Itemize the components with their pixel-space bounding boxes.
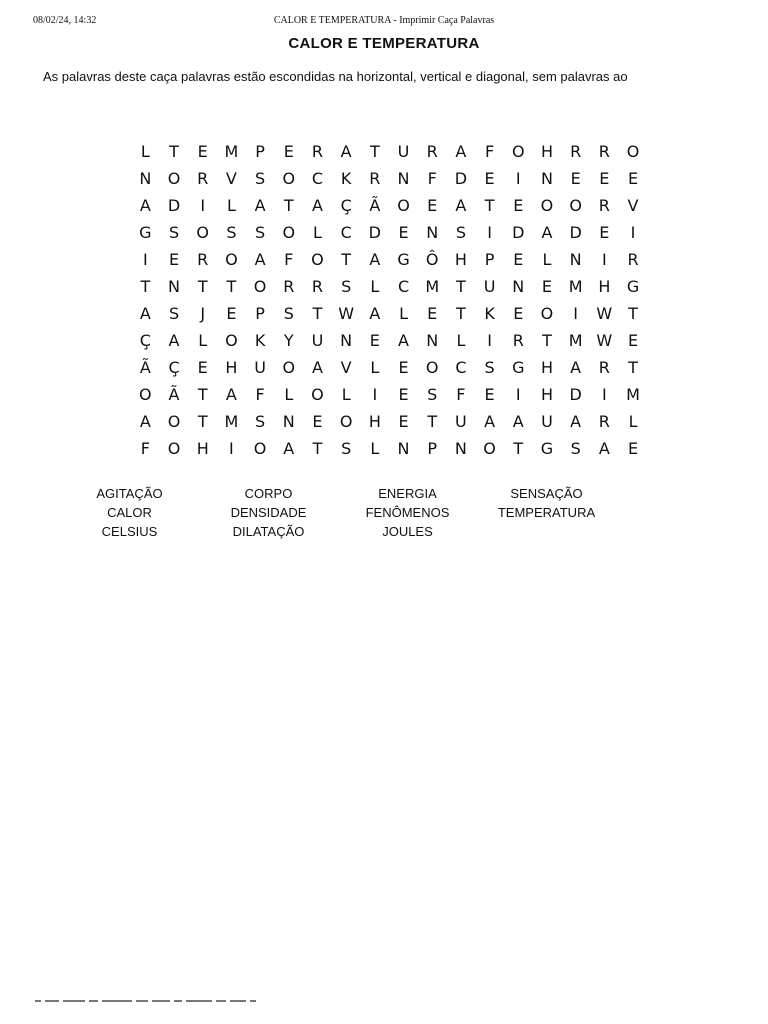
grid-letter: U xyxy=(254,358,266,377)
grid-letter: E xyxy=(427,196,438,215)
grid-letter: S xyxy=(570,439,581,458)
grid-letter: O xyxy=(569,196,582,215)
grid-letter: N xyxy=(139,169,152,188)
grid-letter: D xyxy=(368,223,381,242)
grid-letter: A xyxy=(369,304,381,323)
grid-letter: I xyxy=(601,250,607,269)
grid-letter: E xyxy=(226,304,237,323)
grid-letter: O xyxy=(540,304,554,323)
grid-letter: U xyxy=(311,331,324,350)
grid-letter: H xyxy=(598,277,611,296)
grid-letter: R xyxy=(598,142,610,161)
grid-letter: L xyxy=(226,196,236,215)
grid-letter: R xyxy=(369,169,381,188)
grid-letter: R xyxy=(598,412,610,431)
grid-letter: L xyxy=(456,331,466,350)
grid-letter: R xyxy=(311,277,324,296)
grid-letter: N xyxy=(168,277,181,296)
grid-letter: A xyxy=(139,196,151,215)
grid-letter: T xyxy=(341,250,352,269)
grid-letter: O xyxy=(139,385,152,404)
grid-letter: N xyxy=(426,223,439,242)
grid-letter: T xyxy=(312,304,323,323)
grid-letter: L xyxy=(341,385,351,404)
grid-letter: R xyxy=(426,142,438,161)
grid-letter: I xyxy=(573,304,579,323)
word-list-item: AGITAÇÃO xyxy=(96,486,163,501)
grid-letter: S xyxy=(255,169,266,188)
grid-letter: M xyxy=(626,385,640,404)
grid-letter: N xyxy=(569,250,582,269)
grid-letter: E xyxy=(627,439,639,458)
grid-letter: R xyxy=(197,250,209,269)
word-list-item: FENÔMENOS xyxy=(365,505,450,520)
grid-letter: A xyxy=(168,331,180,350)
grid-letter: H xyxy=(540,385,553,404)
grid-letter: R xyxy=(283,277,295,296)
grid-letter: D xyxy=(569,223,582,242)
grid-letter: D xyxy=(167,196,181,215)
grid-letter: A xyxy=(398,331,409,350)
grid-letter: E xyxy=(599,223,610,242)
grid-letter: S xyxy=(255,412,266,431)
grid-letter: A xyxy=(369,250,381,269)
grid-letter: O xyxy=(397,196,410,215)
grid-letter: T xyxy=(197,385,208,404)
grid-letter: A xyxy=(455,142,467,161)
grid-letter: E xyxy=(484,385,495,404)
grid-letter: N xyxy=(397,439,410,458)
grid-letter: O xyxy=(196,223,210,242)
word-list-item: JOULES xyxy=(382,524,433,539)
grid-letter: V xyxy=(225,169,237,188)
grid-letter: L xyxy=(628,412,638,431)
grid-letter: I xyxy=(630,223,636,242)
grid-letter: E xyxy=(197,142,208,161)
grid-letter: T xyxy=(542,331,552,350)
grid-letter: F xyxy=(255,385,265,404)
grid-letter: E xyxy=(168,250,180,269)
grid-letter: Y xyxy=(283,331,294,350)
grid-letter: F xyxy=(284,250,294,269)
grid-letter: D xyxy=(454,169,468,188)
grid-letter: G xyxy=(626,277,640,296)
grid-letter: U xyxy=(455,412,467,431)
grid-letter: E xyxy=(599,169,610,188)
grid-letter: T xyxy=(427,412,438,431)
instructions-text: As palavras deste caça palavras estão escondidas na horizontal, vertical e diagonal, sem palavras ao xyxy=(43,69,628,84)
grid-letter: O xyxy=(511,142,525,161)
word-list-item: DILATAÇÃO xyxy=(232,524,305,539)
grid-letter: E xyxy=(283,142,294,161)
grid-letter: L xyxy=(140,142,150,161)
grid-letter: T xyxy=(484,196,495,215)
grid-letter: N xyxy=(282,412,295,431)
grid-letter: C xyxy=(455,358,467,377)
grid-letter: V xyxy=(340,358,352,377)
grid-letter: S xyxy=(484,358,495,377)
grid-letter: E xyxy=(513,250,524,269)
grid-letter: T xyxy=(456,277,466,296)
grid-letter: N xyxy=(540,169,553,188)
grid-letter: E xyxy=(513,196,524,215)
grid-letter: G xyxy=(139,223,152,242)
grid-letter: T xyxy=(169,142,179,161)
grid-letter: H xyxy=(540,358,553,377)
grid-letter: I xyxy=(487,331,492,350)
word-list-item: SENSAÇÃO xyxy=(510,486,583,501)
grid-letter: R xyxy=(598,358,610,377)
grid-letter: C xyxy=(397,277,410,296)
grid-letter: A xyxy=(484,412,496,431)
grid-letter: F xyxy=(427,169,437,188)
grid-letter: Ã xyxy=(139,358,151,377)
grid-letter: O xyxy=(282,358,296,377)
grid-letter: O xyxy=(167,412,181,431)
grid-letter: Ã xyxy=(168,385,180,404)
grid-letter: D xyxy=(512,223,525,242)
grid-letter: A xyxy=(541,223,553,242)
grid-letter: E xyxy=(541,277,553,296)
grid-letter: I xyxy=(601,385,607,404)
grid-letter: I xyxy=(487,223,492,242)
word-list-item: CALOR xyxy=(107,505,152,520)
grid-letter: G xyxy=(397,250,410,269)
grid-letter: T xyxy=(456,304,466,323)
grid-letter: O xyxy=(253,439,267,458)
grid-letter: L xyxy=(284,385,294,404)
word-search-grid xyxy=(131,138,647,462)
grid-letter: D xyxy=(569,385,582,404)
grid-letter: I xyxy=(200,196,206,215)
grid-letter: L xyxy=(399,304,408,323)
grid-letter: U xyxy=(397,142,410,161)
grid-letter: I xyxy=(515,169,521,188)
grid-letter: E xyxy=(369,331,380,350)
page-title: CALOR E TEMPERATURA xyxy=(288,35,480,52)
grid-letter: A xyxy=(570,358,582,377)
grid-letter: S xyxy=(341,277,352,296)
grid-letter: S xyxy=(341,439,352,458)
grid-letter: O xyxy=(339,412,353,431)
grid-letter: R xyxy=(311,142,324,161)
grid-letter: O xyxy=(626,142,640,161)
grid-letter: F xyxy=(456,385,466,404)
grid-letter: H xyxy=(540,142,553,161)
grid-letter: O xyxy=(311,385,324,404)
grid-letter: M xyxy=(224,142,239,161)
grid-letter: M xyxy=(568,277,583,296)
grid-letter: T xyxy=(628,304,638,323)
grid-letter: P xyxy=(427,439,438,458)
print-page-title: CALOR E TEMPERATURA - Imprimir Caça Palavras xyxy=(273,15,495,26)
grid-letter: E xyxy=(427,304,438,323)
grid-letter: U xyxy=(541,412,553,431)
grid-letter: O xyxy=(225,250,238,269)
grid-letter: O xyxy=(253,277,267,296)
grid-letter: S xyxy=(255,223,266,242)
grid-letter: O xyxy=(282,223,296,242)
grid-letter: I xyxy=(372,385,378,404)
grid-letter: I xyxy=(515,385,521,404)
grid-letter: Ç xyxy=(139,331,151,350)
word-list-item: TEMPERATURA xyxy=(497,505,596,520)
grid-letter: A xyxy=(225,385,237,404)
grid-letter: E xyxy=(312,412,323,431)
grid-letter: N xyxy=(340,331,353,350)
grid-letter: C xyxy=(311,169,324,188)
grid-letter: Ç xyxy=(340,196,352,215)
grid-letter: Ã xyxy=(369,196,381,215)
grid-letter: T xyxy=(312,439,323,458)
grid-letter: S xyxy=(455,223,466,242)
grid-letter: K xyxy=(254,331,266,350)
grid-letter: N xyxy=(454,439,467,458)
grid-letter: F xyxy=(484,142,495,161)
grid-letter: Ô xyxy=(425,250,439,269)
grid-letter: H xyxy=(454,250,467,269)
grid-letter: O xyxy=(311,250,324,269)
grid-letter: N xyxy=(397,169,410,188)
grid-letter: A xyxy=(254,250,266,269)
grid-letter: N xyxy=(426,331,439,350)
grid-letter: O xyxy=(483,439,496,458)
word-list-item: DENSIDADE xyxy=(230,505,307,520)
grid-letter: V xyxy=(627,196,639,215)
grid-letter: R xyxy=(512,331,524,350)
grid-letter: E xyxy=(197,358,208,377)
word-list-item: CORPO xyxy=(244,486,293,501)
grid-letter: Ç xyxy=(168,358,180,377)
grid-letter: J xyxy=(200,304,206,323)
grid-letter: G xyxy=(512,358,525,377)
grid-letter: M xyxy=(224,412,239,431)
grid-letter: E xyxy=(627,331,639,350)
grid-letter: K xyxy=(340,169,352,188)
grid-letter: S xyxy=(283,304,294,323)
grid-letter: H xyxy=(225,358,238,377)
grid-letter: A xyxy=(311,196,323,215)
grid-letter: T xyxy=(140,277,151,296)
grid-letter: E xyxy=(513,304,524,323)
grid-letter: M xyxy=(568,331,583,350)
grid-letter: K xyxy=(484,304,495,323)
grid-letter: F xyxy=(140,439,150,458)
word-list-item: ENERGIA xyxy=(378,486,437,501)
grid-letter: L xyxy=(370,439,380,458)
footer-url-fragment xyxy=(35,997,295,1005)
grid-letter: G xyxy=(540,439,554,458)
grid-letter: E xyxy=(627,169,639,188)
grid-letter: I xyxy=(229,439,234,458)
grid-letter: L xyxy=(198,331,208,350)
grid-letter: T xyxy=(283,196,294,215)
grid-letter: H xyxy=(196,439,209,458)
grid-letter: N xyxy=(512,277,525,296)
grid-letter: W xyxy=(338,304,355,323)
grid-letter: S xyxy=(427,385,438,404)
grid-letter: U xyxy=(483,277,496,296)
word-list-item: CELSIUS xyxy=(101,524,158,539)
grid-letter: A xyxy=(311,358,323,377)
grid-letter: A xyxy=(570,412,582,431)
grid-letter: A xyxy=(598,439,610,458)
grid-letter: A xyxy=(512,412,524,431)
grid-letter: E xyxy=(398,223,409,242)
grid-letter: S xyxy=(226,223,237,242)
word-list-item xyxy=(477,522,616,541)
grid-letter: L xyxy=(313,223,322,242)
grid-letter: C xyxy=(340,223,352,242)
grid-letter: R xyxy=(197,169,209,188)
grid-letter: H xyxy=(368,412,381,431)
grid-letter: L xyxy=(542,250,552,269)
grid-letter: L xyxy=(370,358,380,377)
grid-letter: O xyxy=(540,196,554,215)
grid-letter: T xyxy=(513,439,524,458)
grid-letter: T xyxy=(628,358,638,377)
grid-letter: S xyxy=(168,304,180,323)
grid-letter: W xyxy=(596,331,613,350)
grid-letter: R xyxy=(598,196,610,215)
grid-letter: R xyxy=(627,250,639,269)
print-header xyxy=(0,15,768,31)
grid-letter: P xyxy=(255,142,265,161)
grid-letter: T xyxy=(369,142,380,161)
grid-letter: E xyxy=(398,412,409,431)
grid-letter: P xyxy=(255,304,265,323)
grid-letter: P xyxy=(484,250,495,269)
grid-letter: E xyxy=(570,169,581,188)
grid-letter: A xyxy=(254,196,266,215)
print-datetime: 08/02/24, 14:32 xyxy=(33,15,97,26)
grid-letter: T xyxy=(197,277,208,296)
grid-letter: W xyxy=(596,304,613,323)
grid-letter: E xyxy=(484,169,495,188)
grid-letter: S xyxy=(168,223,180,242)
grid-letter: R xyxy=(570,142,582,161)
grid-letter: M xyxy=(425,277,440,296)
grid-letter: T xyxy=(197,412,208,431)
grid-letter: O xyxy=(425,358,439,377)
grid-letter: O xyxy=(167,169,181,188)
word-list xyxy=(60,484,616,541)
grid-letter: O xyxy=(225,331,238,350)
grid-letter: A xyxy=(340,142,352,161)
grid-letter: L xyxy=(370,277,380,296)
grid-letter: A xyxy=(139,304,151,323)
grid-letter: E xyxy=(398,385,409,404)
grid-letter: E xyxy=(398,358,409,377)
grid-letter: O xyxy=(167,439,181,458)
grid-letter: T xyxy=(226,277,237,296)
grid-letter: A xyxy=(139,412,151,431)
grid-letter: A xyxy=(283,439,295,458)
grid-letter: O xyxy=(282,169,296,188)
grid-letter: I xyxy=(142,250,148,269)
grid-letter: A xyxy=(455,196,467,215)
